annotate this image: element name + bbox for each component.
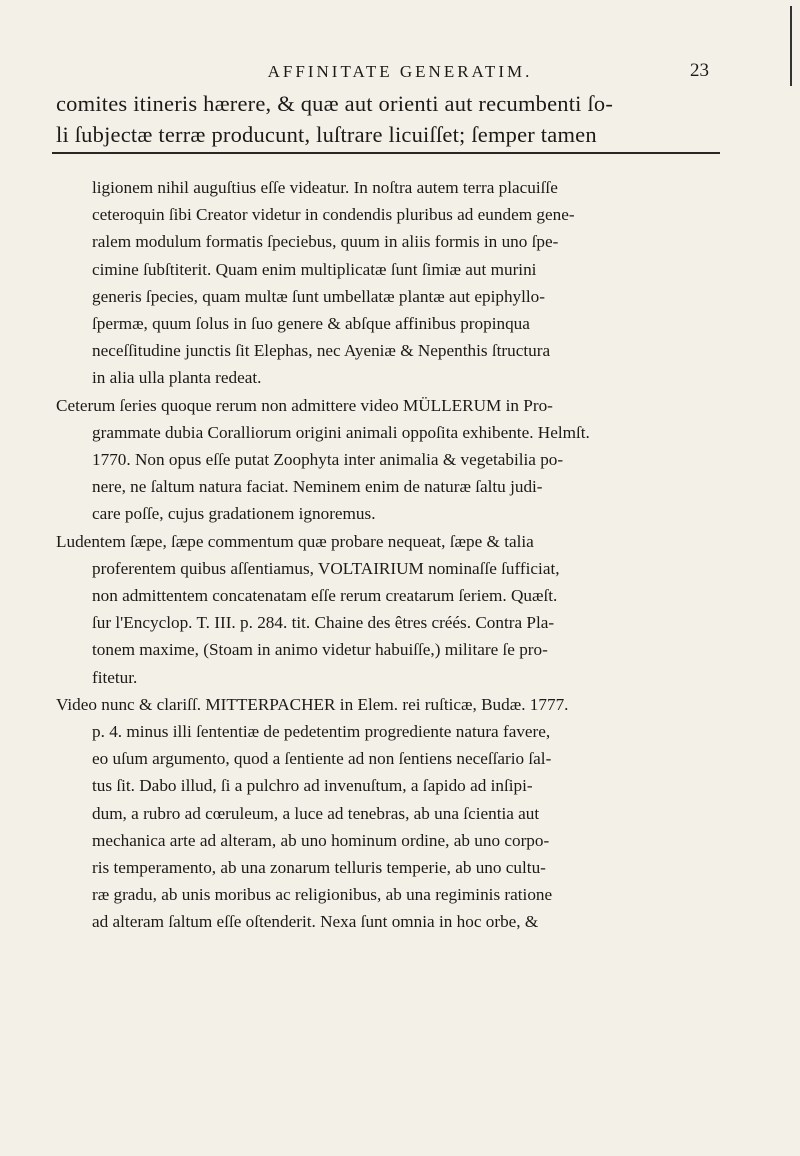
main-text-line: li ſubjectæ terræ producunt, luſtrare licuiſſet; ſemper tamen <box>56 122 597 147</box>
footnote-line: fitetur. <box>92 667 138 687</box>
footnote-line: proferentem quibus aſſentiamus, VOLTAIRIUM nominaſſe ſufficiat, <box>92 558 560 578</box>
footnote-line: p. 4. minus illi ſententiæ de pedetentim progrediente natura favere, <box>92 722 551 742</box>
footnote-line: ſur l'Encyclop. T. III. p. 284. tit. Chaine des êtres créés. Contra Pla- <box>92 613 555 633</box>
footnote-line: generis ſpecies, quam multæ ſunt umbellatæ plantæ aut epiphyllo- <box>92 286 546 306</box>
footnote-line: ad alteram ſaltum eſſe oſtenderit. Nexa ſunt omnia in hoc orbe, & <box>92 912 539 932</box>
page-number: 23 <box>690 60 709 81</box>
footnote-line: ris temperamento, ab una zonarum telluris temperie, ab uno cultu- <box>92 858 546 878</box>
footnote-line: mechanica arte ad alteram, ab uno hominum ordine, ab uno corpo- <box>92 830 550 850</box>
footnote-line: ræ gradu, ab unis moribus ac religionibus, ab una regiminis ratione <box>92 885 553 905</box>
footnote-line: nere, ne ſaltum natura faciat. Neminem enim de naturæ ſaltu judi- <box>92 477 543 497</box>
footnote-line: ligionem nihil auguſtius eſſe videatur. In noſtra autem terra placuiſſe <box>92 178 558 197</box>
footnote-line: cimine ſubſtiterit. Quam enim multiplicatæ ſunt ſimiæ aut murini <box>92 259 537 279</box>
footnote-line: dum, a rubro ad cœruleum, a luce ad tenebras, ab una ſcientia aut <box>92 803 540 823</box>
footnote-line: care poſſe, cujus gradationem ignoremus. <box>92 504 376 524</box>
footnote-line: 1770. Non opus eſſe putat Zoophyta inter animalia & vegetabilia po- <box>92 450 564 470</box>
paragraph-start-line: Ceterum ſeries quoque rerum non admittere video MÜLLERUM in Pro- <box>56 395 553 415</box>
footnote-line: eo uſum argumento, quod a ſentiente ad non ſentiens neceſſario ſal- <box>92 749 552 769</box>
footnote-line: ralem modulum formatis ſpeciebus, quum in aliis formis in uno ſpe- <box>92 232 559 252</box>
footnote-block <box>56 174 712 936</box>
footnote-line: neceſſitudine junctis ſit Elephas, nec Ayeniæ & Nepenthis ſtructura <box>92 341 551 361</box>
paragraph-start-line: Ludentem ſæpe, ſæpe commentum quæ probare nequeat, ſæpe & talia <box>56 531 534 551</box>
footnote-line: ceteroquin ſibi Creator videtur in condendis pluribus ad eundem gene- <box>92 205 575 225</box>
main-text-line: comites itineris hærere, & quæ aut orienti aut recumbenti ſo- <box>56 91 614 116</box>
footnote-line: grammate dubia Coralliorum origini animali oppoſita exhibente. Helmſt. <box>92 422 590 442</box>
footnote-line: tonem maxime, (Stoam in animo videtur habuiſſe,) militare ſe pro- <box>92 640 548 660</box>
footnote-line: tus ſit. Dabo illud, ſi a pulchro ad invenuſtum, a ſapido ad inſipi- <box>92 776 533 796</box>
footnote-line: ſpermæ, quum ſolus in ſuo genere & abſque affinibus propinqua <box>92 314 530 334</box>
footnote-line: non admittentem concatenatam eſſe rerum creatarum ſeriem. Quæſt. <box>92 586 558 606</box>
running-head: AFFINITATE GENERATIM. <box>267 62 533 81</box>
footnote-line: in alia ulla planta redeat. <box>92 368 262 388</box>
main-text-block <box>56 88 716 150</box>
footnote-rule <box>52 152 720 154</box>
paragraph-start-line: Video nunc & clariſſ. MITTERPACHER in Elem. rei ruſticæ, Budæ. 1777. <box>56 694 569 714</box>
